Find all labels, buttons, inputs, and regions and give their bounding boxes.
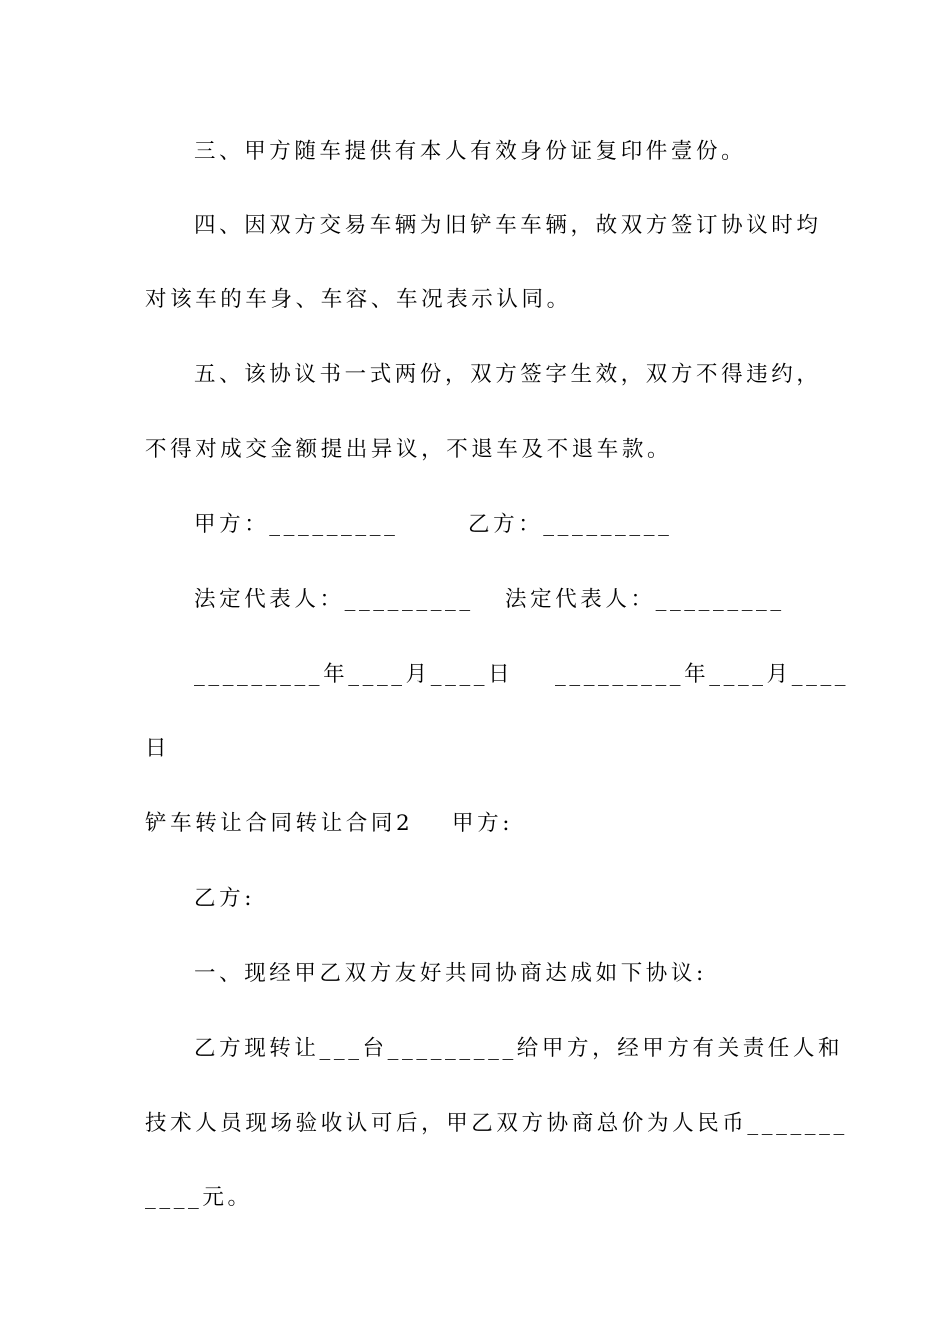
- clause-5-line-2: 不得对成交金额提出异议，不退车及不退车款。: [145, 437, 673, 462]
- clause-5-line-1: 五、该协议书一式两份，双方签字生效，双方不得违约，: [194, 362, 822, 387]
- party-b-signature: 乙方：_________: [468, 512, 673, 537]
- clause-3-text: 三、甲方随车提供有本人有效身份证复印件壹份。: [194, 139, 747, 164]
- c2-clause-1-line-3: ____元。: [145, 1185, 253, 1210]
- rep-b-signature: 法定代表人：_________: [505, 587, 785, 612]
- contract-2-party-a: 甲方:: [452, 811, 514, 836]
- date-b-day: 日: [145, 736, 171, 761]
- contract-2-title: 铲车转让合同转让合同2: [145, 811, 414, 836]
- clause-4-line-2: 对该车的车身、车容、车况表示认同。: [145, 287, 572, 312]
- date-a: _________年____月____日: [194, 662, 514, 687]
- c2-clause-1-line-1: 乙方现转让___台_________给甲方，经甲方有关责任人和: [194, 1036, 844, 1061]
- party-a-signature: 甲方：_________: [194, 512, 399, 537]
- c2-clause-1-line-2: 技术人员现场验收认可后，甲乙双方协商总价为人民币_______: [145, 1111, 848, 1136]
- clause-4-line-1: 四、因双方交易车辆为旧铲车车辆，故双方签订协议时均: [194, 213, 822, 238]
- contract-2-party-b: 乙方:: [194, 886, 256, 911]
- date-b: _________年____月____: [555, 662, 850, 687]
- rep-a-signature: 法定代表人：_________: [194, 587, 474, 612]
- c2-clause-1-heading: 一、现经甲乙双方友好共同协商达成如下协议:: [194, 961, 707, 986]
